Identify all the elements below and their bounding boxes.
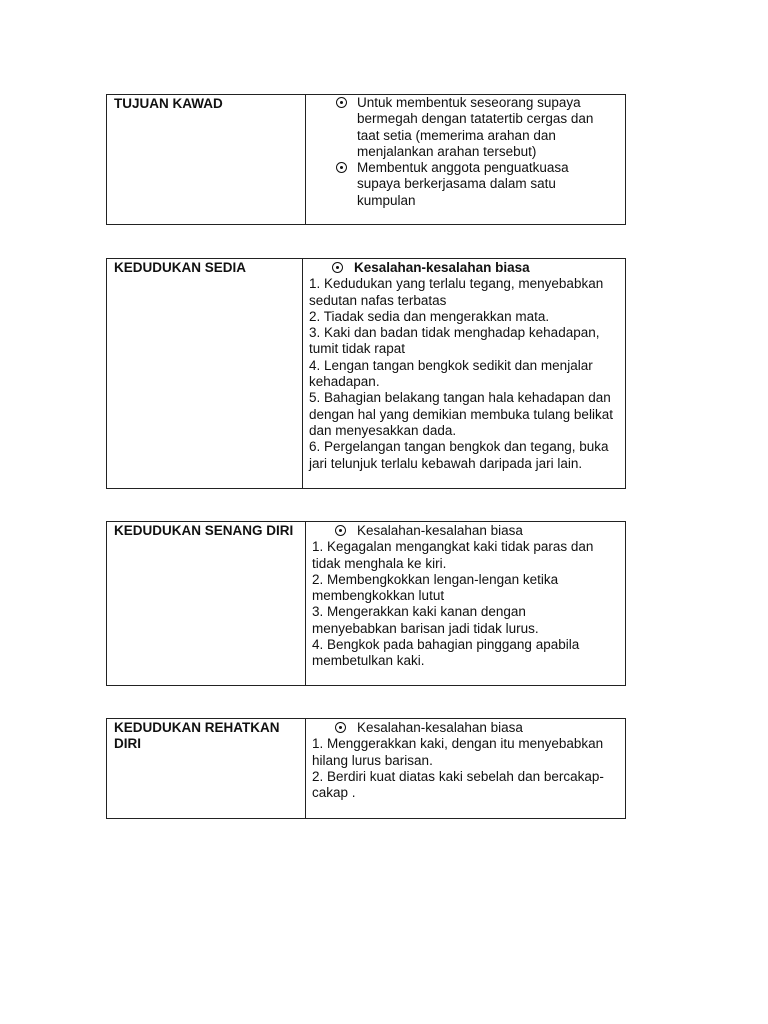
bullet-text: Kesalahan-kesalahan biasa [357,523,523,538]
row-heading: TUJUAN KAWAD [107,95,306,224]
list-item: 3. Mengerakkan kaki kanan dengan menyebabkan barisan jadi tidak lurus. [312,604,539,636]
list-item: 4. Bengkok pada bahagian pinggang apabila membetulkan kaki. [312,637,580,669]
list-item: 1. Kegagalan mengangkat kaki tidak paras dan tidak menghala ke kiri. [312,539,594,571]
row-content [306,719,625,818]
row-content [306,95,625,224]
radio-bullet-icon [335,722,346,733]
bullet-text: Membentuk anggota penguatkuasa supaya berkerjasama dalam satu kumpulan [357,160,569,208]
row-content [306,522,625,685]
bullet-item [312,160,619,209]
list-item: 1. Menggerakkan kaki, dengan itu menyebabkan hilang lurus barisan. [312,736,604,768]
list-item: 6. Pergelangan tangan bengkok dan tegang, buka jari telunjuk terlalu kebawah daripada jari lain. [309,439,609,471]
radio-bullet-icon [336,162,347,173]
table-kedudukan-senang-diri [106,521,626,686]
list-item: 1. Kedudukan yang terlalu tegang, menyebabkan sedutan nafas terbatas [309,276,604,308]
list-item: 5. Bahagian belakang tangan hala kehadapan dan dengan hal yang demikian membuka tulang belikat dan menyesakkan dada. [309,390,613,438]
row-content [303,259,625,488]
table-kedudukan-sedia [106,258,626,489]
table-kedudukan-rehatkan-diri [106,718,626,819]
bullet-text: Untuk membentuk seseorang supaya bermegah dengan tatatertib cergas dan taat setia (memerima arahan dan menjalankan arahan tersebut) [357,95,594,159]
bullet-item [309,260,619,276]
radio-bullet-icon [335,525,346,536]
radio-bullet-icon [332,262,343,273]
row-heading: KEDUDUKAN SEDIA [107,259,303,488]
row-heading: KEDUDUKAN REHATKAN DIRI [107,719,306,818]
radio-bullet-icon [336,97,347,108]
row-heading: KEDUDUKAN SENANG DIRI [107,522,306,685]
bullet-text: Kesalahan-kesalahan biasa [357,720,523,735]
list-item: 2. Tiadak sedia dan mengerakkan mata. [309,308,550,324]
bullet-text: Kesalahan-kesalahan biasa [354,260,530,275]
list-item: 4. Lengan tangan bengkok sedikit dan menjalar kehadapan. [309,357,593,390]
table-tujuan-kawad [106,94,626,225]
bullet-item [312,720,619,736]
bullet-item [312,95,619,160]
list-item: 3. Kaki dan badan tidak menghadap kehadapan, tumit tidak rapat [309,325,600,357]
list-item: 2. Berdiri kuat diatas kaki sebelah dan bercakap-cakap . [312,768,604,801]
list-item: 2. Membengkokkan lengan-lengan ketika membengkokkan lutut [312,571,559,604]
bullet-item [312,523,619,539]
